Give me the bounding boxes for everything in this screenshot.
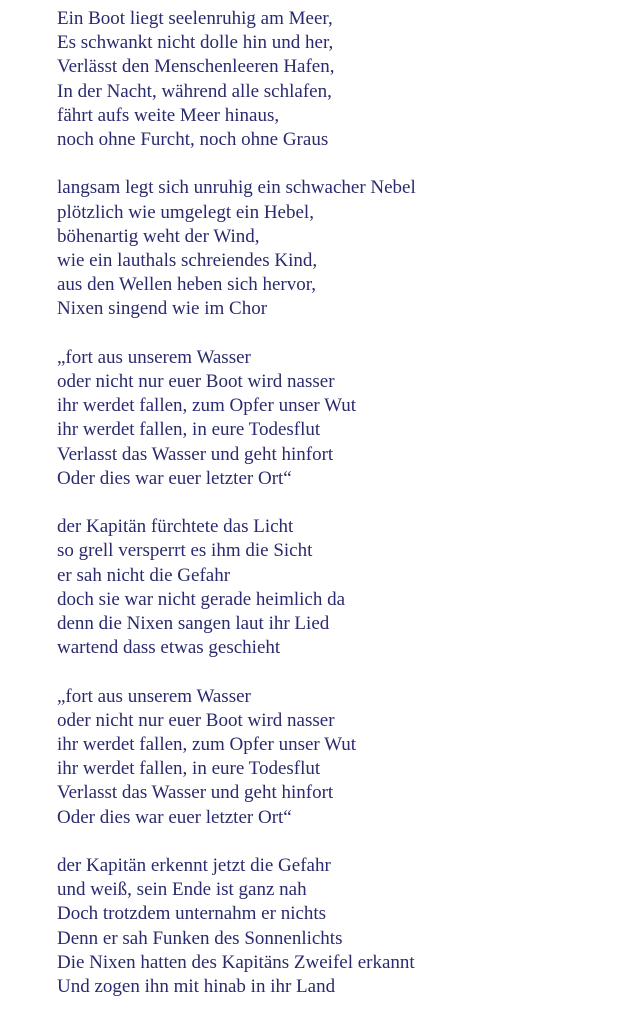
poem-line: denn die Nixen sangen laut ihr Lied xyxy=(57,613,330,635)
poem-line: „fort aus unserem Wasser xyxy=(57,346,251,368)
poem-line: „fort aus unserem Wasser xyxy=(57,685,251,707)
poem-line: wie ein lauthals schreiendes Kind, xyxy=(57,250,318,272)
poem-line: ihr werdet fallen, in eure Todesflut xyxy=(57,419,321,441)
poem-line: Und zogen ihn mit hinab in ihr Land xyxy=(57,976,336,998)
stanza-5 xyxy=(57,685,617,830)
stanza-4 xyxy=(57,515,617,660)
poem-line: doch sie war nicht gerade heimlich da xyxy=(57,588,346,610)
poem-line: böhenartig weht der Wind, xyxy=(57,225,260,247)
stanza-2 xyxy=(57,176,617,321)
poem-line: so grell versperrt es ihm die Sicht xyxy=(57,540,313,562)
poem-line: noch ohne Furcht, noch ohne Graus xyxy=(57,129,329,151)
poem-line: Nixen singend wie im Chor xyxy=(57,298,268,320)
poem-line: er sah nicht die Gefahr xyxy=(57,564,231,586)
poem-line: langsam legt sich unruhig ein schwacher Nebel xyxy=(57,177,416,199)
poem-line: Verlasst das Wasser und geht hinfort xyxy=(57,443,334,465)
poem-line: der Kapitän erkennt jetzt die Gefahr xyxy=(57,855,331,877)
poem-line: wartend dass etwas geschieht xyxy=(57,637,281,659)
poem-text xyxy=(57,7,617,999)
poem-line: oder nicht nur euer Boot wird nasser xyxy=(57,709,335,731)
poem-line: Denn er sah Funken des Sonnenlichts xyxy=(57,927,343,949)
stanza-6 xyxy=(57,854,617,999)
poem-line: ihr werdet fallen, zum Opfer unser Wut xyxy=(57,734,357,756)
stanza-3 xyxy=(57,346,617,491)
stanza-1 xyxy=(57,7,617,152)
poem-line: In der Nacht, während alle schlafen, xyxy=(57,80,332,102)
poem-line: Doch trotzdem unternahm er nichts xyxy=(57,903,327,925)
poem-line: ihr werdet fallen, in eure Todesflut xyxy=(57,758,321,780)
poem-line: oder nicht nur euer Boot wird nasser xyxy=(57,371,335,393)
poem-line: ihr werdet fallen, zum Opfer unser Wut xyxy=(57,395,357,417)
poem-line: und weiß, sein Ende ist ganz nah xyxy=(57,879,307,901)
poem-line: Ein Boot liegt seelenruhig am Meer, xyxy=(57,8,333,29)
poem-line: Verlasst das Wasser und geht hinfort xyxy=(57,782,334,804)
poem-line: Es schwankt nicht dolle hin und her, xyxy=(57,32,334,54)
poem-line: plötzlich wie umgelegt ein Hebel, xyxy=(57,201,314,223)
poem-line: der Kapitän fürchtete das Licht xyxy=(57,516,294,538)
poem-line: Die Nixen hatten des Kapitäns Zweifel erkannt xyxy=(57,951,415,973)
poem-line: Verlässt den Menschenleeren Hafen, xyxy=(57,56,335,78)
poem-line: Oder dies war euer letzter Ort“ xyxy=(57,806,292,828)
poem-line: Oder dies war euer letzter Ort“ xyxy=(57,467,292,489)
poem-line: fährt aufs weite Meer hinaus, xyxy=(57,104,280,126)
poem-line: aus den Wellen heben sich hervor, xyxy=(57,274,317,296)
